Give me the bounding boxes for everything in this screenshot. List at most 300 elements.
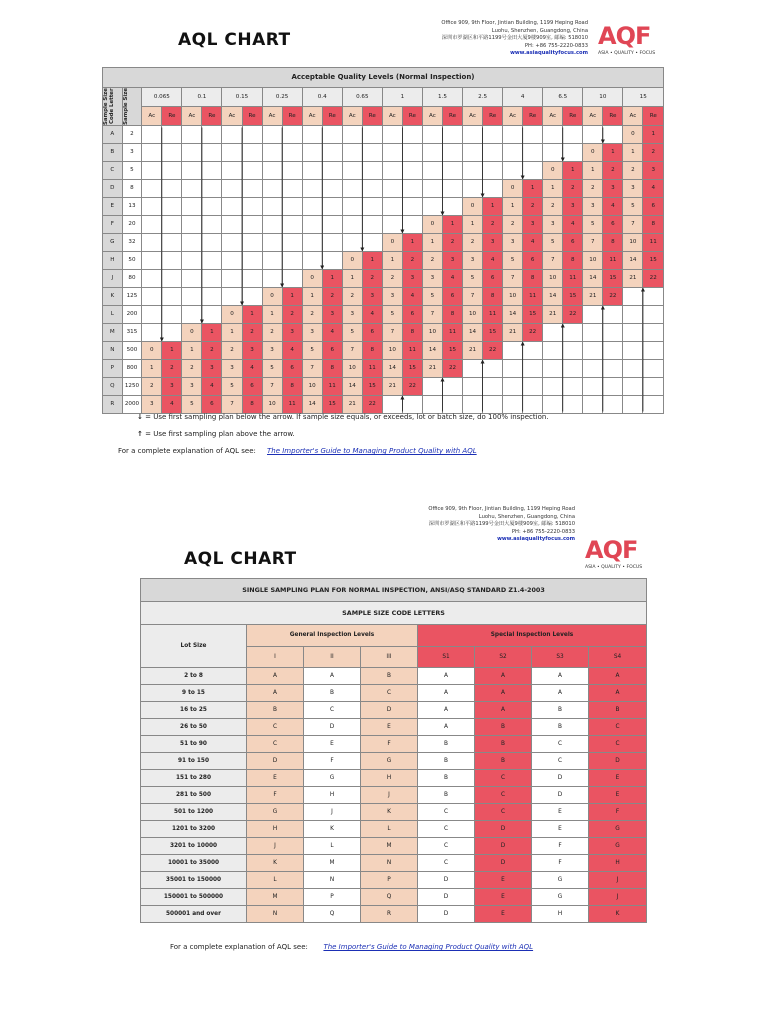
table-row bbox=[103, 288, 664, 306]
ac-value: 0 bbox=[463, 198, 483, 216]
re-value: 3 bbox=[322, 306, 342, 324]
ac-value: 7 bbox=[222, 396, 242, 414]
ac-value: 0 bbox=[503, 180, 523, 198]
empty-cell bbox=[282, 198, 302, 216]
address-line: 深圳市罗湖区和平路1199号金田大厦9楼909室, 邮编: 518010 bbox=[441, 35, 588, 42]
ac-value: 3 bbox=[342, 306, 362, 324]
ac-value: 3 bbox=[543, 216, 563, 234]
sample-size-cell: 200 bbox=[122, 306, 142, 324]
code-letter-cell: E bbox=[589, 787, 647, 804]
lot-size-cell: 10001 to 35000 bbox=[141, 855, 247, 872]
re-header: Re bbox=[563, 107, 583, 126]
aql-level-header: 15 bbox=[623, 88, 664, 107]
empty-cell bbox=[322, 234, 342, 252]
ac-header: Ac bbox=[262, 107, 282, 126]
table-row bbox=[103, 360, 664, 378]
empty-cell bbox=[242, 288, 262, 306]
code-letter-cell: C bbox=[418, 821, 475, 838]
aql-table-title: Acceptable Quality Levels (Normal Inspection) bbox=[103, 68, 664, 88]
re-header: Re bbox=[362, 107, 382, 126]
empty-cell bbox=[442, 180, 462, 198]
empty-cell bbox=[362, 144, 382, 162]
code-letter-cell: B bbox=[418, 736, 475, 753]
code-letter-cell: A bbox=[475, 685, 532, 702]
ac-value: 0 bbox=[182, 324, 202, 342]
re-value: 1 bbox=[162, 342, 182, 360]
empty-cell bbox=[402, 126, 422, 144]
re-value: 6 bbox=[322, 342, 342, 360]
empty-cell bbox=[563, 324, 583, 342]
re-value: 22 bbox=[603, 288, 623, 306]
ac-value: 5 bbox=[503, 252, 523, 270]
sample-size-cell: 5 bbox=[122, 162, 142, 180]
ac-value: 7 bbox=[503, 270, 523, 288]
re-value: 3 bbox=[282, 324, 302, 342]
re-value: 4 bbox=[523, 234, 543, 252]
re-value: 8 bbox=[242, 396, 262, 414]
empty-cell bbox=[523, 378, 543, 396]
empty-cell bbox=[222, 198, 242, 216]
address-line: PH: +86 755-2220-0833 bbox=[524, 42, 588, 49]
empty-cell bbox=[422, 162, 442, 180]
code-letter-cell: J bbox=[103, 270, 123, 288]
empty-cell bbox=[142, 270, 162, 288]
lot-size-cell: 9 to 15 bbox=[141, 685, 247, 702]
table-row bbox=[103, 180, 664, 198]
empty-cell bbox=[302, 216, 322, 234]
re-value: 2 bbox=[242, 324, 262, 342]
aql-guide-link[interactable]: The Importer's Guide to Managing Product Quality with AQL bbox=[323, 943, 534, 951]
empty-cell bbox=[463, 126, 483, 144]
re-value: 1 bbox=[643, 126, 664, 144]
company-address bbox=[385, 506, 575, 544]
re-value: 3 bbox=[362, 288, 382, 306]
code-letter-cell: L bbox=[304, 838, 361, 855]
code-letter-cell: C bbox=[475, 804, 532, 821]
re-value: 6 bbox=[362, 324, 382, 342]
empty-cell bbox=[342, 126, 362, 144]
re-value: 4 bbox=[402, 288, 422, 306]
re-value: 2 bbox=[523, 198, 543, 216]
empty-cell bbox=[402, 162, 422, 180]
code-letter-cell: K bbox=[589, 906, 647, 923]
re-value: 6 bbox=[282, 360, 302, 378]
ac-header: Ac bbox=[142, 107, 162, 126]
code-letter-cell: D bbox=[103, 180, 123, 198]
code-letter-cell: P bbox=[361, 872, 418, 889]
re-value: 22 bbox=[402, 378, 422, 396]
empty-cell bbox=[523, 162, 543, 180]
lot-size-cell: 500001 and over bbox=[141, 906, 247, 923]
code-letter-cell: F bbox=[247, 787, 304, 804]
empty-cell bbox=[182, 126, 202, 144]
empty-cell bbox=[282, 216, 302, 234]
empty-cell bbox=[302, 198, 322, 216]
empty-cell bbox=[322, 198, 342, 216]
re-value: 1 bbox=[282, 288, 302, 306]
re-header: Re bbox=[322, 107, 342, 126]
ac-value: 1 bbox=[623, 144, 643, 162]
empty-cell bbox=[262, 234, 282, 252]
empty-cell bbox=[162, 180, 182, 198]
re-value: 4 bbox=[282, 342, 302, 360]
table-row bbox=[141, 668, 647, 685]
empty-cell bbox=[342, 198, 362, 216]
re-value: 8 bbox=[282, 378, 302, 396]
code-letter-cell: G bbox=[532, 872, 589, 889]
re-value: 4 bbox=[322, 324, 342, 342]
empty-cell bbox=[322, 126, 342, 144]
ac-value: 1 bbox=[382, 252, 402, 270]
re-value: 11 bbox=[322, 378, 342, 396]
re-value: 11 bbox=[563, 270, 583, 288]
code-letter-cell: D bbox=[247, 753, 304, 770]
re-value: 3 bbox=[643, 162, 664, 180]
table-row bbox=[141, 736, 647, 753]
empty-cell bbox=[302, 144, 322, 162]
re-value: 1 bbox=[563, 162, 583, 180]
code-letter-cell: B bbox=[247, 702, 304, 719]
re-value: 15 bbox=[483, 324, 503, 342]
code-letter-cell: R bbox=[103, 396, 123, 414]
re-value: 2 bbox=[282, 306, 302, 324]
code-letter-cell: A bbox=[532, 685, 589, 702]
empty-cell bbox=[222, 252, 242, 270]
ac-value: 7 bbox=[583, 234, 603, 252]
ac-value: 1 bbox=[543, 180, 563, 198]
ac-value: 21 bbox=[342, 396, 362, 414]
empty-cell bbox=[463, 162, 483, 180]
code-letter-cell: E bbox=[475, 872, 532, 889]
ac-header: Ac bbox=[222, 107, 242, 126]
code-letter-cell: J bbox=[247, 838, 304, 855]
table-row bbox=[103, 162, 664, 180]
table-row bbox=[141, 770, 647, 787]
empty-cell bbox=[342, 180, 362, 198]
code-letter-cell: C bbox=[304, 702, 361, 719]
page-title: AQL CHART bbox=[178, 30, 291, 50]
ac-value: 14 bbox=[302, 396, 322, 414]
empty-cell bbox=[382, 180, 402, 198]
empty-cell bbox=[282, 162, 302, 180]
re-value: 11 bbox=[523, 288, 543, 306]
code-letter-cell: G bbox=[247, 804, 304, 821]
code-letter-cell: F bbox=[532, 855, 589, 872]
empty-cell bbox=[242, 252, 262, 270]
empty-cell bbox=[222, 288, 242, 306]
empty-cell bbox=[463, 180, 483, 198]
code-letter-cell: K bbox=[361, 804, 418, 821]
sample-size-cell: 800 bbox=[122, 360, 142, 378]
code-letter-cell: D bbox=[361, 702, 418, 719]
logo-mark: AQF bbox=[585, 536, 638, 564]
re-value: 3 bbox=[242, 342, 262, 360]
code-letter-cell: L bbox=[103, 306, 123, 324]
sample-size-cell: 32 bbox=[122, 234, 142, 252]
code-letter-cell: F bbox=[361, 736, 418, 753]
re-value: 6 bbox=[603, 216, 623, 234]
empty-cell bbox=[463, 378, 483, 396]
empty-cell bbox=[583, 324, 603, 342]
code-letter-cell: K bbox=[103, 288, 123, 306]
empty-cell bbox=[463, 144, 483, 162]
ac-value: 21 bbox=[583, 288, 603, 306]
re-value: 11 bbox=[643, 234, 664, 252]
code-letter-cell: G bbox=[589, 821, 647, 838]
ac-value: 3 bbox=[422, 270, 442, 288]
empty-cell bbox=[603, 360, 623, 378]
empty-cell bbox=[362, 234, 382, 252]
empty-cell bbox=[382, 216, 402, 234]
ac-value: 21 bbox=[543, 306, 563, 324]
ac-value: 14 bbox=[623, 252, 643, 270]
ac-value: 21 bbox=[422, 360, 442, 378]
re-value: 4 bbox=[162, 396, 182, 414]
empty-cell bbox=[362, 162, 382, 180]
code-letter-cell: D bbox=[304, 719, 361, 736]
ac-value: 3 bbox=[182, 378, 202, 396]
code-letter-cell: H bbox=[304, 787, 361, 804]
sample-size-cell: 2 bbox=[122, 126, 142, 144]
empty-cell bbox=[643, 378, 664, 396]
empty-cell bbox=[222, 216, 242, 234]
empty-cell bbox=[182, 180, 202, 198]
code-letter-cell: A bbox=[103, 126, 123, 144]
empty-cell bbox=[503, 162, 523, 180]
aqf-logo bbox=[585, 536, 645, 570]
ac-value: 2 bbox=[382, 270, 402, 288]
code-letter-cell: B bbox=[532, 719, 589, 736]
re-value: 15 bbox=[563, 288, 583, 306]
table-row bbox=[103, 216, 664, 234]
aql-level-header: 4 bbox=[503, 88, 543, 107]
code-letter-cell: C bbox=[418, 838, 475, 855]
ac-value: 14 bbox=[583, 270, 603, 288]
re-value: 2 bbox=[402, 252, 422, 270]
empty-cell bbox=[563, 342, 583, 360]
ac-value: 2 bbox=[302, 306, 322, 324]
empty-cell bbox=[162, 252, 182, 270]
re-value: 22 bbox=[643, 270, 664, 288]
special-levels-header: Special Inspection Levels bbox=[418, 625, 647, 647]
empty-cell bbox=[242, 216, 262, 234]
empty-cell bbox=[182, 144, 202, 162]
code-letter-cell: A bbox=[475, 702, 532, 719]
empty-cell bbox=[322, 180, 342, 198]
re-value: 3 bbox=[523, 216, 543, 234]
code-letter-cell: C bbox=[589, 736, 647, 753]
ac-value: 5 bbox=[463, 270, 483, 288]
code-letter-cell: C bbox=[475, 787, 532, 804]
ac-value: 1 bbox=[463, 216, 483, 234]
empty-cell bbox=[603, 378, 623, 396]
ac-value: 0 bbox=[623, 126, 643, 144]
empty-cell bbox=[623, 306, 643, 324]
empty-cell bbox=[382, 162, 402, 180]
empty-cell bbox=[342, 216, 362, 234]
code-letter-cell: Q bbox=[361, 889, 418, 906]
code-letter-cell: C bbox=[418, 855, 475, 872]
code-letter-cell: B bbox=[589, 702, 647, 719]
ac-value: 0 bbox=[583, 144, 603, 162]
code-letter-cell: G bbox=[532, 889, 589, 906]
code-letter-cell: G bbox=[589, 838, 647, 855]
sample-size-cell: 50 bbox=[122, 252, 142, 270]
re-value: 11 bbox=[603, 252, 623, 270]
empty-cell bbox=[222, 270, 242, 288]
aql-level-header: 0.1 bbox=[182, 88, 222, 107]
empty-cell bbox=[262, 162, 282, 180]
empty-cell bbox=[523, 360, 543, 378]
code-letter-cell: C bbox=[247, 736, 304, 753]
code-letter-cell: E bbox=[589, 770, 647, 787]
ac-value: 3 bbox=[262, 342, 282, 360]
empty-cell bbox=[483, 396, 503, 414]
empty-cell bbox=[422, 144, 442, 162]
re-value: 1 bbox=[483, 198, 503, 216]
re-value: 15 bbox=[402, 360, 422, 378]
ac-value: 7 bbox=[422, 306, 442, 324]
empty-cell bbox=[182, 252, 202, 270]
empty-cell bbox=[382, 126, 402, 144]
re-value: 4 bbox=[603, 198, 623, 216]
code-letter-cell: D bbox=[589, 753, 647, 770]
empty-cell bbox=[262, 216, 282, 234]
ac-value: 10 bbox=[342, 360, 362, 378]
explanation-prefix: For a complete explanation of AQL see: bbox=[170, 943, 308, 951]
table-row bbox=[141, 838, 647, 855]
empty-cell bbox=[262, 198, 282, 216]
aql-guide-link[interactable]: The Importer's Guide to Managing Product Quality with AQL bbox=[267, 447, 477, 455]
website-link[interactable]: www.asiaqualityfocus.com bbox=[497, 536, 575, 543]
aql-level-header: 0.15 bbox=[222, 88, 262, 107]
empty-cell bbox=[362, 198, 382, 216]
empty-cell bbox=[282, 144, 302, 162]
empty-cell bbox=[302, 162, 322, 180]
empty-cell bbox=[503, 144, 523, 162]
empty-cell bbox=[142, 216, 162, 234]
empty-cell bbox=[242, 180, 262, 198]
empty-cell bbox=[362, 126, 382, 144]
code-letter-header-text: Sample Size Code Letter bbox=[103, 88, 115, 125]
website-link[interactable]: www.asiaqualityfocus.com bbox=[510, 50, 588, 57]
aql-level-header: 2.5 bbox=[463, 88, 503, 107]
re-value: 1 bbox=[362, 252, 382, 270]
lot-size-cell: 35001 to 150000 bbox=[141, 872, 247, 889]
re-value: 15 bbox=[442, 342, 462, 360]
ac-value: 7 bbox=[543, 252, 563, 270]
code-letter-cell: C bbox=[103, 162, 123, 180]
re-value: 8 bbox=[442, 306, 462, 324]
empty-cell bbox=[342, 162, 362, 180]
re-value: 3 bbox=[202, 360, 222, 378]
empty-cell bbox=[182, 306, 202, 324]
empty-cell bbox=[142, 144, 162, 162]
code-letter-cell: A bbox=[589, 685, 647, 702]
ac-value: 14 bbox=[342, 378, 362, 396]
code-letter-cell: H bbox=[247, 821, 304, 838]
ac-value: 7 bbox=[382, 324, 402, 342]
table-row bbox=[103, 252, 664, 270]
ac-value: 3 bbox=[382, 288, 402, 306]
empty-cell bbox=[463, 396, 483, 414]
code-letter-cell: C bbox=[589, 719, 647, 736]
ac-value: 3 bbox=[302, 324, 322, 342]
code-letter-cell: F bbox=[103, 216, 123, 234]
lot-size-cell: 51 to 90 bbox=[141, 736, 247, 753]
re-value: 8 bbox=[643, 216, 664, 234]
legend-up bbox=[137, 430, 295, 438]
address-line: Luohu, Shenzhen, Guangdong, China bbox=[478, 513, 575, 520]
code-letter-cell: B bbox=[475, 753, 532, 770]
re-value: 6 bbox=[563, 234, 583, 252]
re-value: 4 bbox=[563, 216, 583, 234]
code-letter-cell: P bbox=[103, 360, 123, 378]
empty-cell bbox=[603, 396, 623, 414]
code-letter-cell: J bbox=[589, 889, 647, 906]
empty-cell bbox=[182, 234, 202, 252]
empty-cell bbox=[422, 198, 442, 216]
empty-cell bbox=[523, 144, 543, 162]
legend-down-text: = Use first sampling plan below the arrow. If sample size equals, or exceeds, lot or batch size, do 100% inspection. bbox=[145, 413, 549, 421]
ac-value: 2 bbox=[342, 288, 362, 306]
ac-value: 0 bbox=[342, 252, 362, 270]
code-letter-cell: A bbox=[418, 685, 475, 702]
empty-cell bbox=[202, 144, 222, 162]
code-letter-cell: A bbox=[418, 719, 475, 736]
empty-cell bbox=[643, 324, 664, 342]
ac-value: 7 bbox=[302, 360, 322, 378]
re-value: 3 bbox=[402, 270, 422, 288]
empty-cell bbox=[402, 216, 422, 234]
aql-level-header: 0.4 bbox=[302, 88, 342, 107]
empty-cell bbox=[322, 252, 342, 270]
ac-value: 10 bbox=[262, 396, 282, 414]
code-letter-cell: A bbox=[418, 668, 475, 685]
empty-cell bbox=[543, 324, 563, 342]
empty-cell bbox=[583, 378, 603, 396]
empty-cell bbox=[162, 126, 182, 144]
code-letter-cell: D bbox=[418, 906, 475, 923]
empty-cell bbox=[442, 396, 462, 414]
code-letter-cell: E bbox=[475, 906, 532, 923]
re-value: 8 bbox=[483, 288, 503, 306]
ac-value: 5 bbox=[382, 306, 402, 324]
re-value: 11 bbox=[442, 324, 462, 342]
re-value: 1 bbox=[523, 180, 543, 198]
aqf-logo bbox=[598, 22, 658, 56]
empty-cell bbox=[603, 324, 623, 342]
re-value: 2 bbox=[643, 144, 664, 162]
empty-cell bbox=[242, 234, 262, 252]
re-value: 2 bbox=[162, 360, 182, 378]
empty-cell bbox=[242, 270, 262, 288]
re-value: 8 bbox=[362, 342, 382, 360]
empty-cell bbox=[222, 180, 242, 198]
code-letter-cell: E bbox=[361, 719, 418, 736]
sample-size-cell: 8 bbox=[122, 180, 142, 198]
logo-tagline: ASIA • QUALITY • FOCUS bbox=[585, 565, 643, 570]
empty-cell bbox=[202, 180, 222, 198]
code-letter-cell: D bbox=[475, 821, 532, 838]
table-row bbox=[103, 144, 664, 162]
empty-cell bbox=[342, 234, 362, 252]
logo-tagline: ASIA • QUALITY • FOCUS bbox=[598, 51, 656, 56]
empty-cell bbox=[202, 270, 222, 288]
lot-size-cell: 16 to 25 bbox=[141, 702, 247, 719]
empty-cell bbox=[543, 126, 563, 144]
code-letter-cell: A bbox=[589, 668, 647, 685]
